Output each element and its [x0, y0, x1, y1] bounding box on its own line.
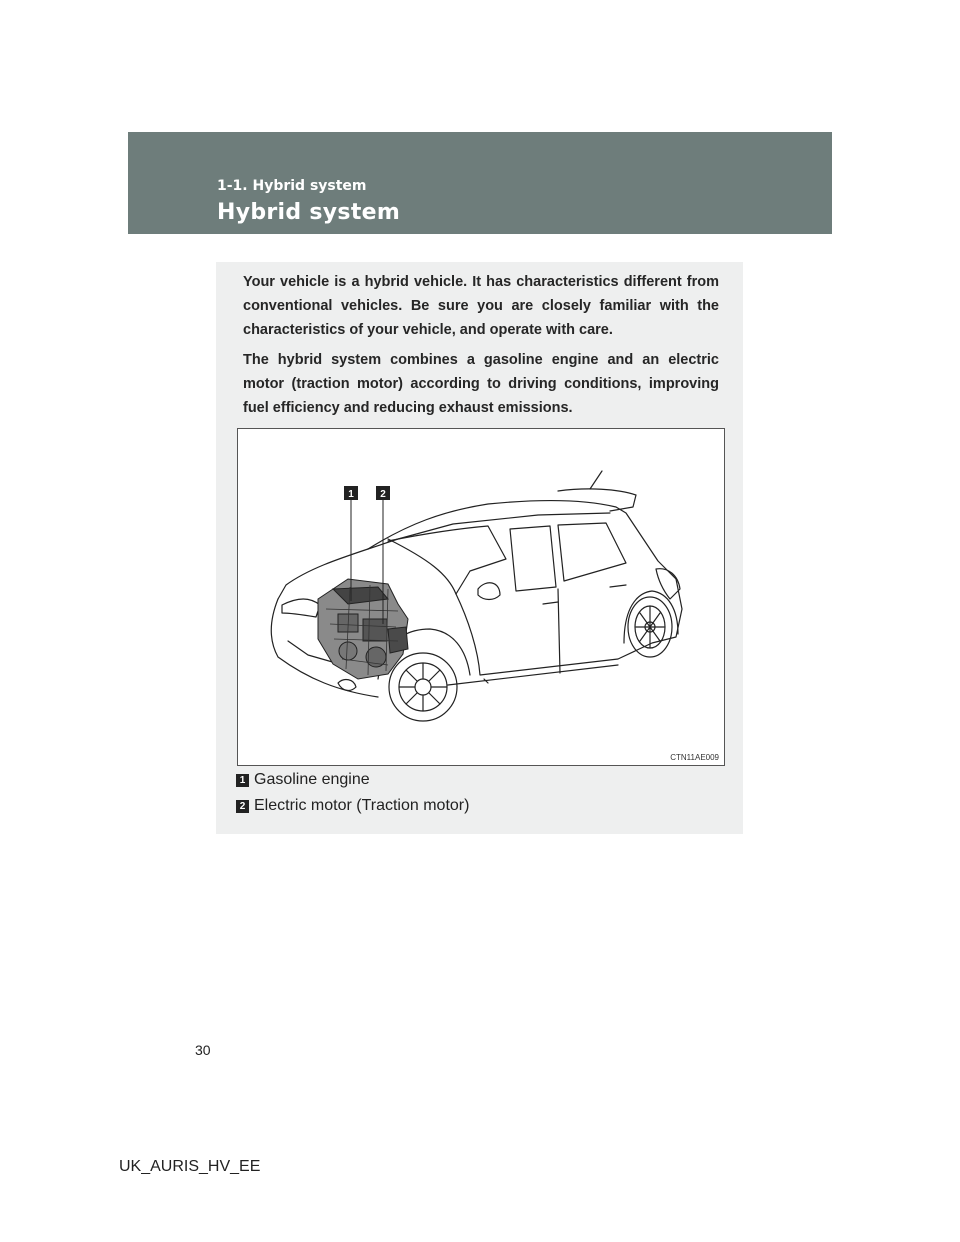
intro-paragraph-1: Your vehicle is a hybrid vehicle. It has characteristics different from conventional vehicles. Be sure you are closely familiar with the characteristics of your vehicle, and operate with care.	[243, 274, 719, 338]
legend-text: Electric motor (Traction motor)	[254, 797, 470, 814]
page-number: 30	[195, 1042, 211, 1058]
legend-item	[236, 796, 469, 816]
legend-number-badge: 2	[236, 800, 249, 813]
hybrid-car-illustration	[237, 428, 725, 766]
callout-1: 1	[348, 489, 354, 500]
callout-2: 2	[380, 489, 386, 500]
car-drawing	[238, 429, 724, 765]
intro-paragraph-2: The hybrid system combines a gasoline engine and an electric motor (traction motor) according to driving conditions, improving fuel efficiency and reducing exhaust emissions.	[243, 352, 719, 416]
document-code: UK_AURIS_HV_EE	[119, 1158, 261, 1175]
legend-number-badge: 1	[236, 774, 249, 787]
section-header-band	[128, 132, 832, 234]
content-box	[216, 262, 743, 834]
legend-item	[236, 770, 370, 790]
legend-text: Gasoline engine	[254, 771, 370, 788]
section-label: 1-1. Hybrid system	[217, 178, 367, 194]
page-title: Hybrid system	[217, 200, 401, 225]
figure-code: CTN11AE009	[670, 753, 719, 762]
